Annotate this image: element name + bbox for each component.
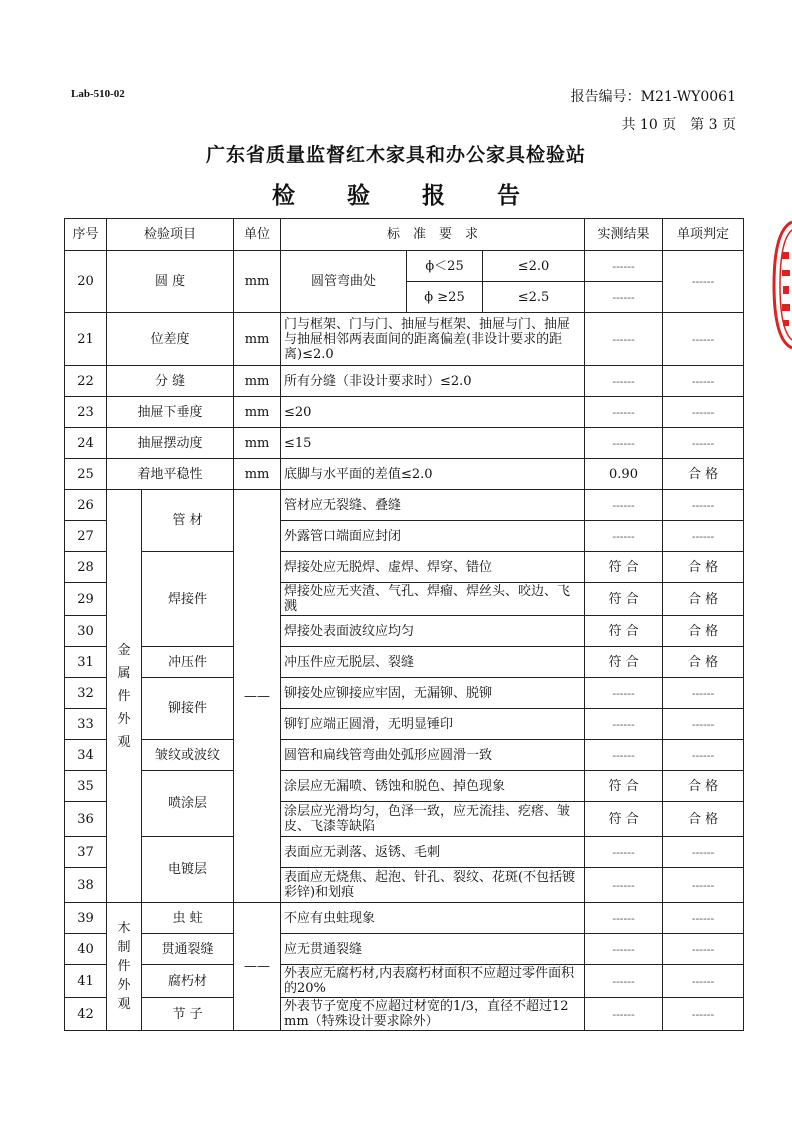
result: 符 合 <box>585 802 663 837</box>
requirement: 表面应无剥落、返锈、毛刺 <box>281 837 585 868</box>
lab-code: Lab-510-02 <box>71 88 125 100</box>
item: 抽屉摆动度 <box>107 428 234 459</box>
verdict: 合 格 <box>663 552 744 583</box>
row-no: 37 <box>65 837 107 868</box>
result: ------ <box>585 965 663 998</box>
col-result: 实测结果 <box>585 219 663 251</box>
verdict: ------ <box>663 709 744 740</box>
unit: mm <box>234 313 281 366</box>
wood-group-label: 木制件外观 <box>107 903 142 1031</box>
sub-item: 冲压件 <box>142 647 234 678</box>
condition: ϕ＜25 <box>407 251 483 282</box>
result: ------ <box>585 868 663 903</box>
col-verdict: 单项判定 <box>663 219 744 251</box>
verdict: ------ <box>663 428 744 459</box>
limit: ≤2.0 <box>483 251 585 282</box>
result: ------ <box>585 397 663 428</box>
verdict: 合 格 <box>663 616 744 647</box>
sub-item: 贯通裂缝 <box>142 934 234 965</box>
requirement: ≤20 <box>281 397 585 428</box>
sub-item: 腐朽材 <box>142 965 234 998</box>
table-row <box>65 459 744 490</box>
row-no: 21 <box>65 313 107 366</box>
verdict: ------ <box>663 965 744 998</box>
requirement: 所有分缝（非设计要求时）≤2.0 <box>281 366 585 397</box>
row-no: 42 <box>65 998 107 1031</box>
table-row <box>65 998 744 1031</box>
table-row <box>65 903 744 934</box>
item: 圆 度 <box>107 251 234 313</box>
sub-item: 虫 蛀 <box>142 903 234 934</box>
requirement: 铆接处应铆接应牢固，无漏铆、脱铆 <box>281 678 585 709</box>
result: 符 合 <box>585 552 663 583</box>
verdict: ------ <box>663 678 744 709</box>
item: 着地平稳性 <box>107 459 234 490</box>
sub-item: 铆接件 <box>142 678 234 740</box>
result: ------ <box>585 521 663 552</box>
requirement: 焊接处应无脱焊、虚焊、焊穿、错位 <box>281 552 585 583</box>
verdict: ------ <box>663 521 744 552</box>
result: 符 合 <box>585 616 663 647</box>
report-title: 检 验 报 告 <box>271 183 543 209</box>
table-row <box>65 313 744 366</box>
requirement: 涂层应光滑均匀，色泽一致，应无流挂、疙瘩、皱皮、飞漆等缺陷 <box>281 802 585 837</box>
result: ------ <box>585 313 663 366</box>
sub-item: 喷涂层 <box>142 771 234 837</box>
report-number: 报告编号：M21-WY0061 <box>570 89 736 105</box>
result: 符 合 <box>585 647 663 678</box>
item: 分 缝 <box>107 366 234 397</box>
verdict: ------ <box>663 490 744 521</box>
unit: mm <box>234 428 281 459</box>
requirement: 底脚与水平面的差值≤2.0 <box>281 459 585 490</box>
unit: —— <box>234 903 281 1031</box>
col-unit: 单位 <box>234 219 281 251</box>
limit: ≤2.5 <box>483 282 585 313</box>
verdict: ------ <box>663 837 744 868</box>
result: 0.90 <box>585 459 663 490</box>
result: ------ <box>585 709 663 740</box>
inspection-table <box>64 218 744 1031</box>
row-no: 22 <box>65 366 107 397</box>
row-no: 20 <box>65 251 107 313</box>
sub-item: 皱纹或波纹 <box>142 740 234 771</box>
result: ------ <box>585 934 663 965</box>
organization-name: 广东省质量监督红木家具和办公家具检验站 <box>205 144 586 166</box>
table-row <box>65 490 744 521</box>
row-no: 40 <box>65 934 107 965</box>
requirement: 焊接处表面波纹应均匀 <box>281 616 585 647</box>
row-no: 34 <box>65 740 107 771</box>
table-row <box>65 965 744 998</box>
row-no: 25 <box>65 459 107 490</box>
verdict: 合 格 <box>663 459 744 490</box>
requirement: 外表应无腐朽材,内表腐朽材面积不应超过零件面积的20% <box>281 965 585 998</box>
result: ------ <box>585 903 663 934</box>
result: 符 合 <box>585 583 663 616</box>
col-no: 序号 <box>65 219 107 251</box>
unit: mm <box>234 459 281 490</box>
col-requirement: 标 准 要 求 <box>281 219 585 251</box>
table-row <box>65 397 744 428</box>
table-row <box>65 837 744 868</box>
row-no: 41 <box>65 965 107 998</box>
unit: mm <box>234 397 281 428</box>
row-no: 35 <box>65 771 107 802</box>
sub-condition: 圆管弯曲处 <box>281 251 407 313</box>
result: 符 合 <box>585 771 663 802</box>
row-no: 27 <box>65 521 107 552</box>
verdict: ------ <box>663 366 744 397</box>
table-row <box>65 771 744 802</box>
row-no: 30 <box>65 616 107 647</box>
red-seal-stamp <box>770 220 792 350</box>
verdict: ------ <box>663 313 744 366</box>
requirement: 铆钉应端正圆滑，无明显锤印 <box>281 709 585 740</box>
result: ------ <box>585 251 663 282</box>
row-no: 23 <box>65 397 107 428</box>
metal-group-label: 金属件外观 <box>107 490 142 903</box>
table-row <box>65 428 744 459</box>
result: ------ <box>585 490 663 521</box>
requirement: 管材应无裂缝、叠缝 <box>281 490 585 521</box>
unit: mm <box>234 251 281 313</box>
sub-item: 电镀层 <box>142 837 234 903</box>
requirement: 不应有虫蛀现象 <box>281 903 585 934</box>
requirement: 冲压件应无脱层、裂缝 <box>281 647 585 678</box>
table-row <box>65 366 744 397</box>
table-row <box>65 934 744 965</box>
table-row <box>65 647 744 678</box>
requirement: 焊接处应无夹渣、气孔、焊瘤、焊丝头、咬边、飞溅 <box>281 583 585 616</box>
result: ------ <box>585 678 663 709</box>
table-row <box>65 552 744 583</box>
row-no: 39 <box>65 903 107 934</box>
row-no: 36 <box>65 802 107 837</box>
verdict: ------ <box>663 397 744 428</box>
requirement: 涂层应无漏喷、锈蚀和脱色、掉色现象 <box>281 771 585 802</box>
requirement: 门与框架、门与门、抽屉与框架、抽屉与门、抽屉与抽屉相邻两表面间的距离偏差(非设计要求的距离)≤2.0 <box>281 313 585 366</box>
row-no: 24 <box>65 428 107 459</box>
page-info: 共 10 页 第 3 页 <box>621 117 736 133</box>
result: ------ <box>585 837 663 868</box>
table-row <box>65 251 744 282</box>
row-no: 29 <box>65 583 107 616</box>
verdict: ------ <box>663 998 744 1031</box>
requirement: 应无贯通裂缝 <box>281 934 585 965</box>
row-no: 31 <box>65 647 107 678</box>
table-row <box>65 678 744 709</box>
verdict: 合 格 <box>663 647 744 678</box>
result: ------ <box>585 998 663 1031</box>
requirement: 外露管口端面应封闭 <box>281 521 585 552</box>
row-no: 26 <box>65 490 107 521</box>
verdict: ------ <box>663 740 744 771</box>
verdict: ------ <box>663 868 744 903</box>
item: 抽屉下垂度 <box>107 397 234 428</box>
row-no: 28 <box>65 552 107 583</box>
verdict: 合 格 <box>663 583 744 616</box>
row-no: 33 <box>65 709 107 740</box>
row-no: 32 <box>65 678 107 709</box>
result: ------ <box>585 366 663 397</box>
table-row <box>65 740 744 771</box>
requirement: 圆管和扁线管弯曲处弧形应圆滑一致 <box>281 740 585 771</box>
sub-item: 节 子 <box>142 998 234 1031</box>
verdict: ------ <box>663 934 744 965</box>
condition: ϕ ≥25 <box>407 282 483 313</box>
col-item: 检验项目 <box>107 219 234 251</box>
header-row <box>65 219 744 251</box>
unit: mm <box>234 366 281 397</box>
row-no: 38 <box>65 868 107 903</box>
result: ------ <box>585 282 663 313</box>
requirement: 外表节子宽度不应超过材宽的1/3，直径不超过12 mm（特殊设计要求除外） <box>281 998 585 1031</box>
unit: —— <box>234 490 281 903</box>
result: ------ <box>585 740 663 771</box>
verdict: ------ <box>663 251 744 313</box>
verdict: ------ <box>663 903 744 934</box>
result: ------ <box>585 428 663 459</box>
sub-item: 焊接件 <box>142 552 234 647</box>
requirement: ≤15 <box>281 428 585 459</box>
verdict: 合 格 <box>663 771 744 802</box>
item: 位差度 <box>107 313 234 366</box>
verdict: 合 格 <box>663 802 744 837</box>
sub-item: 管 材 <box>142 490 234 552</box>
requirement: 表面应无烧焦、起泡、针孔、裂纹、花斑(不包括镀彩锌)和划痕 <box>281 868 585 903</box>
